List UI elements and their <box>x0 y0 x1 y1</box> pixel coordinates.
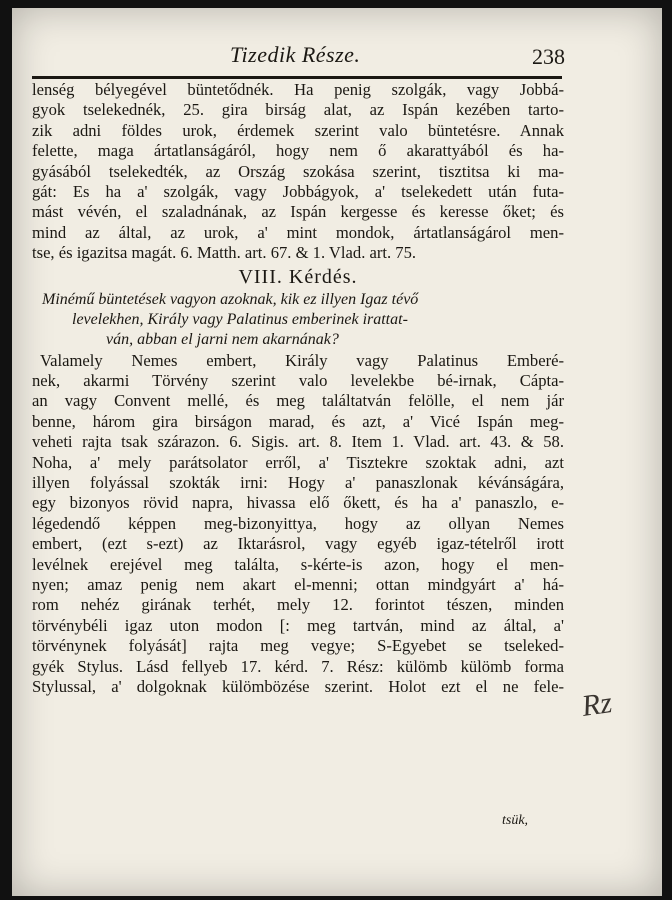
answer-line: illyen folyással szokták irni: Hogy a' panaszlonak kévánságára, <box>32 473 564 493</box>
answer-line: levélnek erejével meg találta, s-kérte-is azon, hogy el men- <box>32 554 564 574</box>
answer-line: embert, (ezt s-ezt) az Iktarásrol, vagy egyéb igaz-tételről irott <box>32 534 564 554</box>
answer-line: Stylussal, a' dolgoknak külömbözése szerint. Holot ezt el ne fele- <box>32 676 564 696</box>
question-line: ván, abban el jarni nem akarnának? <box>106 331 339 349</box>
text-line: mind az által, az urok, a' mint mondok, ártatlanságárol men- <box>32 222 564 242</box>
answer-line: veheti rajta tsak szárazon. 6. Sigis. art. 8. Item 1. Vlad. art. 43. & 58. <box>32 432 564 452</box>
text-line: gát: Es ha a' szolgák, vagy Jobbágyok, a' tselekedett után futa- <box>32 181 564 201</box>
page-header <box>12 38 662 78</box>
body-text <box>32 80 564 697</box>
page-number: 238 <box>532 44 565 69</box>
text-line: gyásából tselekedték, az Ország szokása szerint, tisztitsa ki ma- <box>32 161 564 181</box>
running-title: Tizedik Része. <box>230 42 361 67</box>
answer-line: törvénybéli igaz uton modon [: meg tartván, mind az által, a' <box>32 615 564 635</box>
text-line: tse, és igazitsa magát. 6. Matth. art. 67. & 1. Vlad. art. 75. <box>32 243 417 263</box>
answer-line: légedendő képpen meg-bizonyittya, hogy az ollyan Nemes <box>32 513 564 533</box>
answer-line: törvénynek folyását] rajta meg vegye; S-Egyebet se tseleked- <box>32 636 564 656</box>
answer-line: egy bizonyos rövid napra, hivassa elő őkett, és ha a' panaszlo, e- <box>32 493 564 513</box>
answer-line: nek, akarmi Törvény szerint valo levelekbe bé-irnak, Cápta- <box>32 371 564 391</box>
answer-line: an vagy Convent mellé, és meg találtatván felölle, el nem jár <box>32 391 564 411</box>
header-rule <box>32 76 562 79</box>
answer-line: benne, három gira birságon marad, és azt, a' Vicé Ispán meg- <box>32 411 564 431</box>
question-heading: VIII. Kérdés. <box>238 265 358 288</box>
question-line: levelekhen, Király vagy Palatinus emberinek irattat- <box>72 310 408 328</box>
text-line: mást vévén, el szaladnának, az Ispán kergesse és keresse őket; és <box>32 202 564 222</box>
catchword: tsük, <box>502 813 529 828</box>
handwritten-margin-note: Rz <box>579 686 615 723</box>
text-line: gyok tselekednék, 25. gira birság alat, az Ispán kezében tarto- <box>32 100 564 120</box>
answer-line: gyék Stylus. Lásd fellyeb 17. kérd. 7. Rész: külömb külömb forma <box>32 656 564 676</box>
text-line: felette, maga ártatlanságáról, hogy nem ő akarattyából és ha- <box>32 141 564 161</box>
book-page <box>12 8 662 896</box>
text-line: zik adni földes urok, érdemek szerint valo büntetésre. Annak <box>32 120 564 140</box>
answer-line: rom nehéz girának terhét, mely 12. forintot tészen, minden <box>32 595 564 615</box>
question-line: Minémű büntetések vagyon azoknak, kik ez illyen Igaz tévő <box>42 290 419 308</box>
answer-line: Valamely Nemes embert, Király vagy Palatinus Emberé- <box>40 350 564 370</box>
text-line: lenség bélyegével büntetődnék. Ha penig szolgák, vagy Jobbá- <box>32 80 564 99</box>
answer-line: Noha, a' mely parátsolator erről, a' Tisztekre szoktak adni, azt <box>32 452 564 472</box>
answer-line: nyen; amaz penig nem akart el-menni; ottan mindgyárt a' há- <box>32 574 564 594</box>
